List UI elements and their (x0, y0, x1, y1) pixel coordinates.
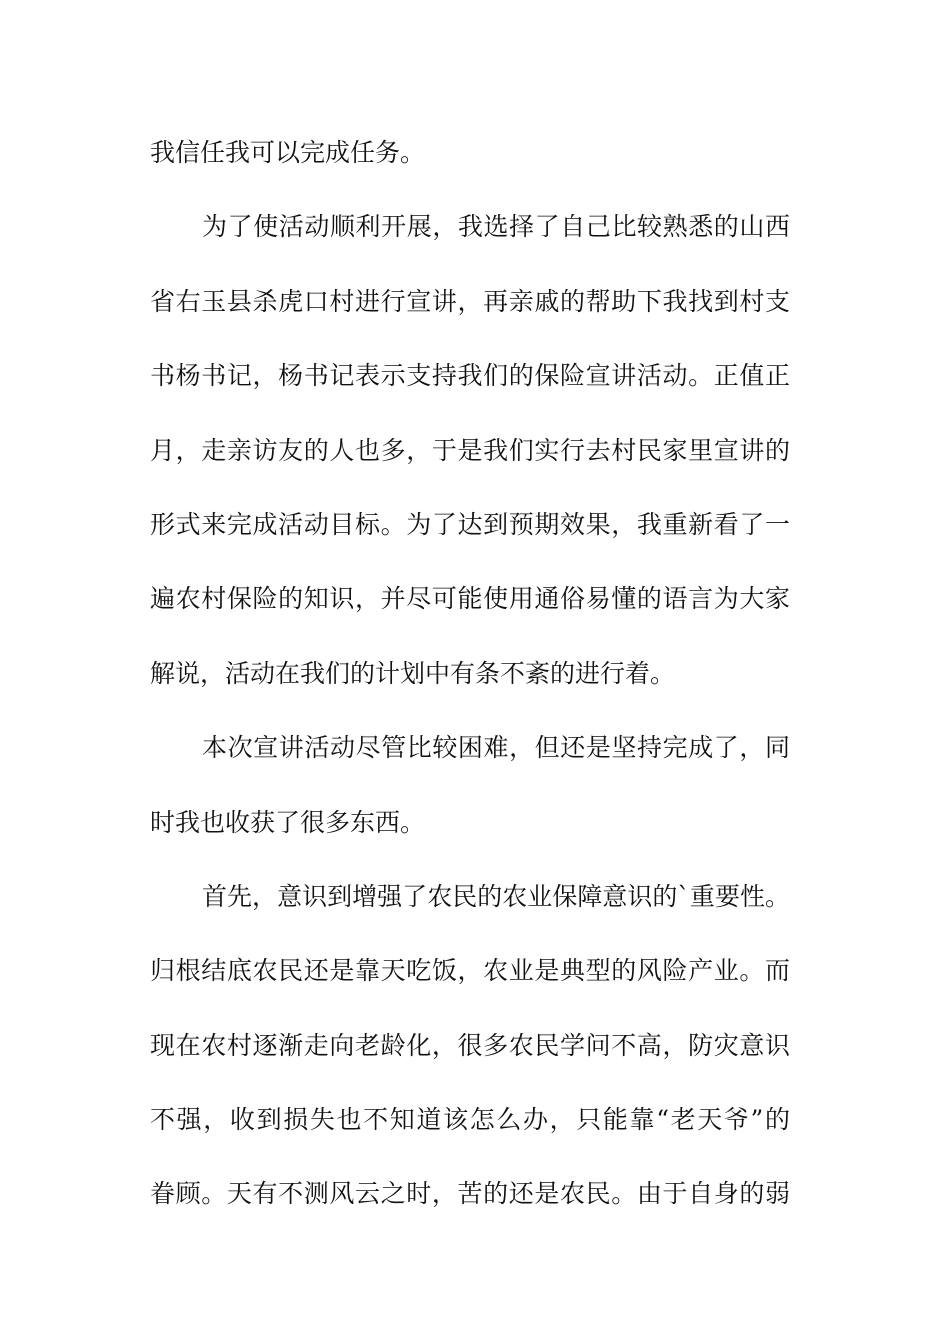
text-line: 月，走亲访友的人也多，于是我们实行去村民家里宣讲的 (150, 435, 790, 465)
text-line: 遍农村保险的知识，并尽可能使用通俗易懂的语言为大家 (150, 584, 790, 614)
text-line: 为了使活动顺利开展，我选择了自己比较熟悉的山西 (202, 212, 790, 242)
text-line: 不强，收到损失也不知道该怎么办，只能靠“老天爷”的 (150, 1105, 790, 1135)
text-line: 我信任我可以完成任务。 (150, 138, 426, 167)
text-line: 时我也收获了很多东西。 (150, 807, 426, 837)
text-line: 首先，意识到增强了农民的农业保障意识的`重要性。 (202, 881, 790, 911)
document-body (150, 133, 790, 1249)
text-line: 现在农村逐渐走向老龄化，很多农民学问不高，防灾意识 (150, 1030, 790, 1060)
text-line: 解说，活动在我们的计划中有条不紊的进行着。 (150, 658, 676, 688)
text-line: 本次宣讲活动尽管比较困难，但还是坚持完成了，同 (202, 733, 790, 763)
text-line: 眷顾。天有不测风云之时，苦的还是农民。由于自身的弱 (150, 1179, 790, 1209)
text-line: 省右玉县杀虎口村进行宣讲，再亲戚的帮助下我找到村支 (150, 286, 790, 316)
text-line: 书杨书记，杨书记表示支持我们的保险宣讲活动。正值正 (150, 361, 790, 391)
text-line: 归根结底农民还是靠天吃饭，农业是典型的风险产业。而 (150, 956, 790, 986)
text-line: 形式来完成活动目标。为了达到预期效果，我重新看了一 (150, 509, 790, 539)
